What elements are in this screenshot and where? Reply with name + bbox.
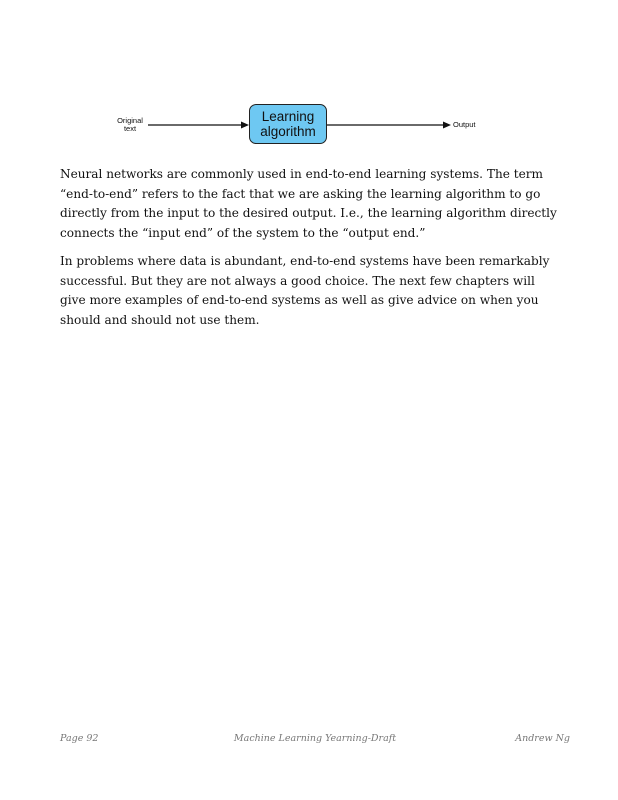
paragraph-1: Neural networks are commonly used in end-to-end learning systems. The term “end-to-end” refers to the fact that we are asking the learning algorithm to go directly from the input to the desired output. I.e., the learning algorithm directly connects the “input end” of the system to the “output end.” xyxy=(60,167,557,240)
paragraph-2: In problems where data is abundant, end-to-end systems have been remarkably successful. But they are not always a good choice. The next few chapters will give more examples of end-to-end systems as well as give advice on when you should and should not use them. xyxy=(60,254,550,327)
body-text xyxy=(60,165,560,339)
page-footer xyxy=(60,733,570,749)
output-label: Output xyxy=(453,120,476,129)
input-label-line2: text xyxy=(123,124,137,133)
box-label-line1: Learning xyxy=(261,109,315,124)
output-arrowhead xyxy=(443,122,451,129)
box-label-line2: algorithm xyxy=(260,124,316,139)
learning-algorithm-box xyxy=(249,104,327,144)
input-arrowhead xyxy=(241,122,249,129)
pipeline-diagram xyxy=(0,0,618,160)
footer-page-number: Page 92 xyxy=(60,733,99,744)
footer-author: Andrew Ng xyxy=(515,733,570,744)
footer-book-title: Machine Learning Yearning-Draft xyxy=(233,733,397,744)
input-label-line1: Original xyxy=(117,116,143,125)
